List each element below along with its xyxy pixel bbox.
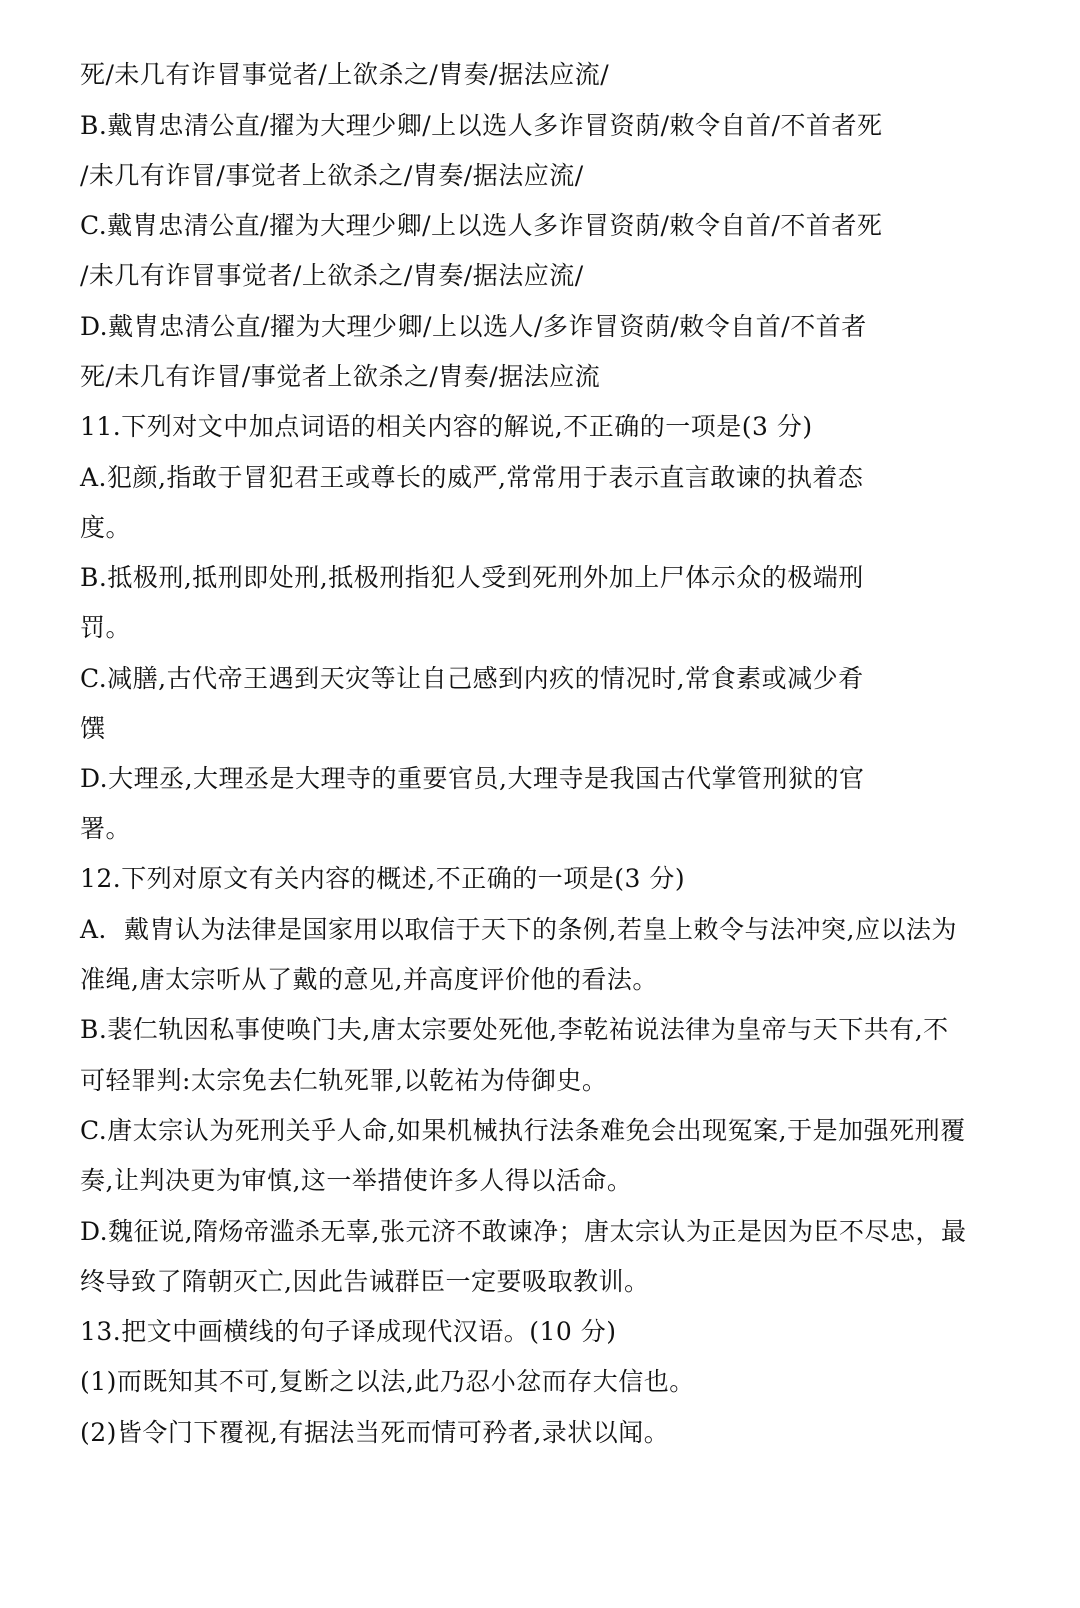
- q11-option-a: A.犯颜,指敢于冒犯君王或尊长的威严,常常用于表示直言敢谏的执着态: [80, 463, 864, 492]
- q13-sentence-1: (1)而既知其不可,复断之以法,此乃忍小忿而存大信也。: [80, 1367, 695, 1396]
- text-line: 罚。: [80, 613, 132, 642]
- text-line: 馔: [80, 714, 106, 743]
- q12-option-c: C.唐太宗认为死刑关乎人命,如果机械执行法条难免会出现冤案,于是加强死刑覆: [80, 1116, 966, 1145]
- option-c-line: C.戴胄忠清公直/擢为大理少卿/上以选人多诈冒资荫/敕令自首/不首者死: [80, 211, 883, 240]
- q11-option-c: C.减膳,古代帝王遇到天灾等让自己感到内疚的情况时,常食素或减少肴: [80, 664, 864, 693]
- text-line: /未几有诈冒/事觉者上欲杀之/胄奏/据法应流/: [80, 161, 584, 190]
- question-11: 11.下列对文中加点词语的相关内容的解说,不正确的一项是(3 分): [80, 412, 813, 441]
- text-line: 死/未几有诈冒事觉者/上欲杀之/胄奏/据法应流/: [80, 60, 610, 89]
- q12-option-b: B.裴仁轨因私事使唤门夫,唐太宗要处死他,李乾祐说法律为皇帝与天下共有,不: [80, 1015, 949, 1044]
- text-line: 署。: [80, 814, 132, 843]
- q12-option-a: A．戴胄认为法律是国家用以取信于天下的条例,若皇上敕令与法冲突,应以法为: [80, 915, 957, 944]
- text-line: 准绳,唐太宗听从了戴的意见,并高度评价他的看法。: [80, 965, 658, 994]
- q11-option-b: B.抵极刑,抵刑即处刑,抵极刑指犯人受到死刑外加上尸体示众的极端刑: [80, 563, 864, 592]
- question-13: 13.把文中画横线的句子译成现代汉语。(10 分): [80, 1317, 617, 1346]
- text-line: 奏,让判决更为审慎,这一举措使许多人得以活命。: [80, 1166, 633, 1195]
- text-line: 死/未几有诈冒/事觉者上欲杀之/胄奏/据法应流: [80, 362, 601, 391]
- text-line: 终导致了隋朝灭亡,因此告诫群臣一定要吸取教训。: [80, 1267, 650, 1296]
- q11-option-d: D.大理丞,大理丞是大理寺的重要官员,大理寺是我国古代掌管刑狱的官: [80, 764, 865, 793]
- text-line: 度。: [80, 513, 132, 542]
- text-line: /未几有诈冒事觉者/上欲杀之/胄奏/据法应流/: [80, 261, 584, 290]
- q12-option-d: D.魏征说,隋炀帝滥杀无辜,张元济不敢谏净；唐太宗认为正是因为臣不尽忠，最: [80, 1217, 967, 1246]
- option-d-line: D.戴胄忠清公直/擢为大理少卿/上以选人/多诈冒资荫/敕令自首/不首者: [80, 312, 867, 341]
- q13-sentence-2: (2)皆令门下覆视,有据法当死而情可矜者,录状以闻。: [80, 1418, 670, 1447]
- question-12: 12.下列对原文有关内容的概述,不正确的一项是(3 分): [80, 864, 686, 893]
- option-b-line: B.戴胄忠清公直/擢为大理少卿/上以选人多诈冒资荫/敕令自首/不首者死: [80, 111, 883, 140]
- text-line: 可轻罪判:太宗免去仁轨死罪,以乾祐为侍御史。: [80, 1066, 608, 1095]
